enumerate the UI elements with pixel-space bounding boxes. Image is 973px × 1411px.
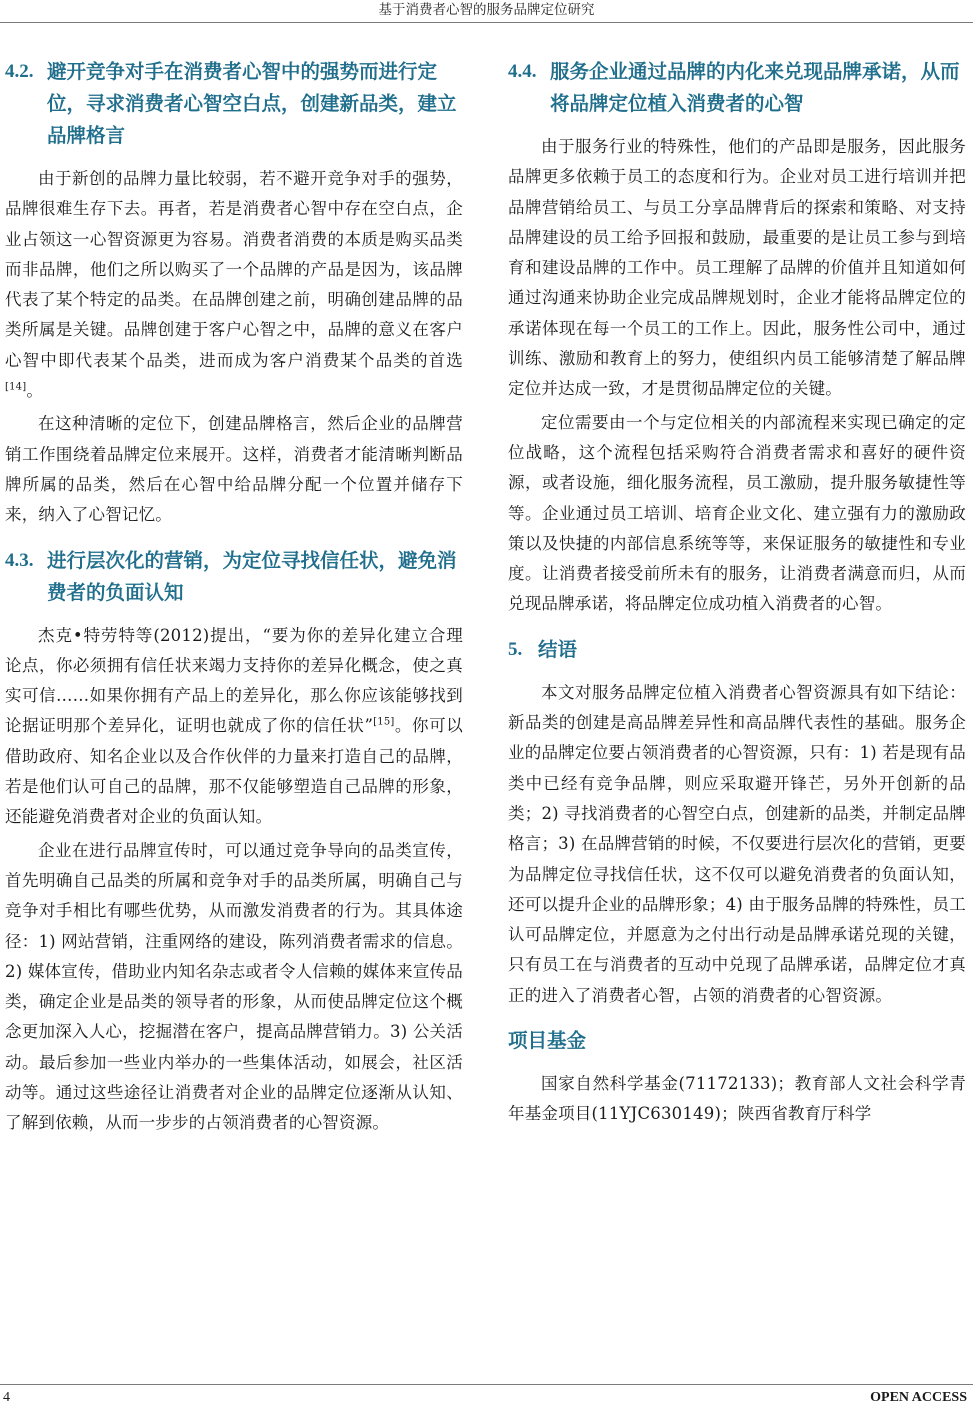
section-heading-4-2	[5, 56, 463, 152]
page-footer	[0, 1384, 973, 1411]
paragraph: 在这种清晰的定位下，创建品牌格言，然后企业的品牌营销工作围绕着品牌定位来展开。这样，消费者才能清晰判断品牌所属的品类，然后在心智中给品牌分配一个位置并储存下来，纳入了心智记忆。	[5, 414, 463, 525]
right-column	[508, 56, 966, 1130]
citation: [14]	[5, 381, 27, 393]
paragraph: 定位需要由一个与定位相关的内部流程来实现已确定的定位战略，这个流程包括采购符合消费者需求和喜好的硬件资源，或者设施，细化服务流程，员工激励，提升服务敏捷性等等。企业通过员工培训、培育企业文化、建立强有力的激励政策以及快捷的内部信息系统等等，来保证服务的敏捷性和专业度。让消费者接受前所未有的服务，让消费者满意而归，从而兑现品牌承诺，将品牌定位成功植入消费者的心智。	[508, 412, 966, 614]
journal-article-title: 基于消费者心智的服务品牌定位研究	[378, 2, 595, 18]
left-column	[5, 56, 463, 1139]
running-header	[0, 0, 973, 23]
paragraph: 杰克•特劳特等(2012)提出，“要为你的差异化建立合理论点，你必须拥有信任状来竭力支持你的差异化概念，使之真实可信……如果你拥有产品上的差异化，那么你应该能够找到论据证明那个差异化，证明也就成了你的信任状”[15]。你可以借助政府、知名企业以及合作伙伴的力量来打造自己的品牌，若是他们认可自己的品牌，那不仅能够塑造自己品牌的形象，还能避免消费者对企业的负面认知。	[5, 625, 463, 827]
section-number: 4.2.	[5, 61, 34, 82]
section-heading-funding	[508, 1025, 966, 1057]
section-heading-4-3	[5, 545, 463, 609]
paragraph: 由于服务行业的特殊性，他们的产品即是服务，因此服务品牌更多依赖于员工的态度和行为。企业对员工进行培训并把品牌营销给员工、与员工分享品牌背后的探索和策略、对支持品牌建设的员工给予回报和鼓励，最重要的是让员工参与到培育和建设品牌的工作中。员工理解了品牌的价值并且知道如何通过沟通来协助企业完成品牌规划时，企业才能将品牌定位的承诺体现在每一个员工的工作上。因此，服务性公司中，通过训练、激励和教育上的努力，使组织内员工能够清楚了解品牌定位并达成一致，才是贯彻品牌定位的关键。	[508, 137, 966, 399]
paragraph: 本文对服务品牌定位植入消费者心智资源具有如下结论：新品类的创建是高品牌差异性和高品牌代表性的基础。服务企业的品牌定位要占领消费者的心智资源，只有：1) 若是现有品类中已经有竞争品牌，则应采取避开锋芒，另外开创新的品类；2) 寻找消费者的心智空白点，创建新的品类，并制定品牌格言；3) 在品牌营销的时候，不仅要进行层次化的营销，更要为品牌定位寻找信任状，这不仅可以避免消费者的负面认知，还可以提升企业的品牌形象；4) 由于服务品牌的特殊性，员工认可品牌定位，并愿意为之付出行动是品牌承诺兑现的关键，只有员工在与消费者的互动中兑现了品牌承诺，品牌定位才真正的进入了消费者心智，占领的消费者的心智资源。	[508, 682, 966, 1005]
section-number: 4.4.	[508, 61, 537, 82]
paragraph: 由于新创的品牌力量比较弱，若不避开竞争对手的强势，品牌很难生存下去。再者，若是消费者心智中存在空白点，企业占领这一心智资源更为容易。消费者消费的本质是购买品类而非品牌，他们之所以购买了一个品牌的产品是因为，该品牌代表了某个特定的品类。在品牌创建之前，明确创建品牌的品类所属是关键。品牌创建于客户心智之中，品牌的意义在客户心智中即代表某个品类，进而成为客户消费某个品类的首选[14]。	[5, 169, 463, 401]
section-title: 服务企业通过品牌的内化来兑现品牌承诺，从而将品牌定位植入消费者的心智	[550, 60, 960, 115]
section-number: 5.	[508, 638, 523, 660]
section-number: 4.3.	[5, 549, 34, 571]
paragraph: 企业在进行品牌宣传时，可以通过竞争导向的品类宣传，首先明确自己品类的所属和竞争对手的品类所属，明确自己与竞争对手相比有哪些优势，从而激发消费者的行为。其具体途径：1) 网站营销，注重网络的建设，陈列消费者需求的信息。2) 媒体宣传，借助业内知名杂志或者令人信赖的媒体来宣传品类，确定企业是品类的领导者的形象，从而使品牌定位这个概念更加深入人心，挖掘潜在客户，提高品牌营销力。3) 公关活动。最后参加一些业内举办的一些集体活动，如展会，社区活动等。通过这些途径让消费者对企业的品牌定位逐渐从认知、了解到依赖，从而一步步的占领消费者的心智资源。	[5, 840, 463, 1133]
section-heading-5	[508, 634, 966, 666]
paragraph: 国家自然科学基金(71172133)；教育部人文社会科学青年基金项目(11YJC630149)；陕西省教育厅科学	[508, 1074, 966, 1124]
citation: [15]	[373, 716, 395, 728]
section-title: 避开竞争对手在消费者心智中的强势而进行定位，寻求消费者心智空白点，创建新品类，建立品牌格言	[47, 60, 457, 147]
page-number: 4	[3, 1390, 10, 1405]
open-access-label: OPEN ACCESS	[870, 1390, 967, 1405]
section-heading-4-4	[508, 56, 966, 120]
section-title: 进行层次化的营销，为定位寻找信任状，避免消费者的负面认知	[47, 548, 457, 604]
section-title: 结语	[538, 637, 578, 661]
section-title: 项目基金	[508, 1029, 587, 1053]
